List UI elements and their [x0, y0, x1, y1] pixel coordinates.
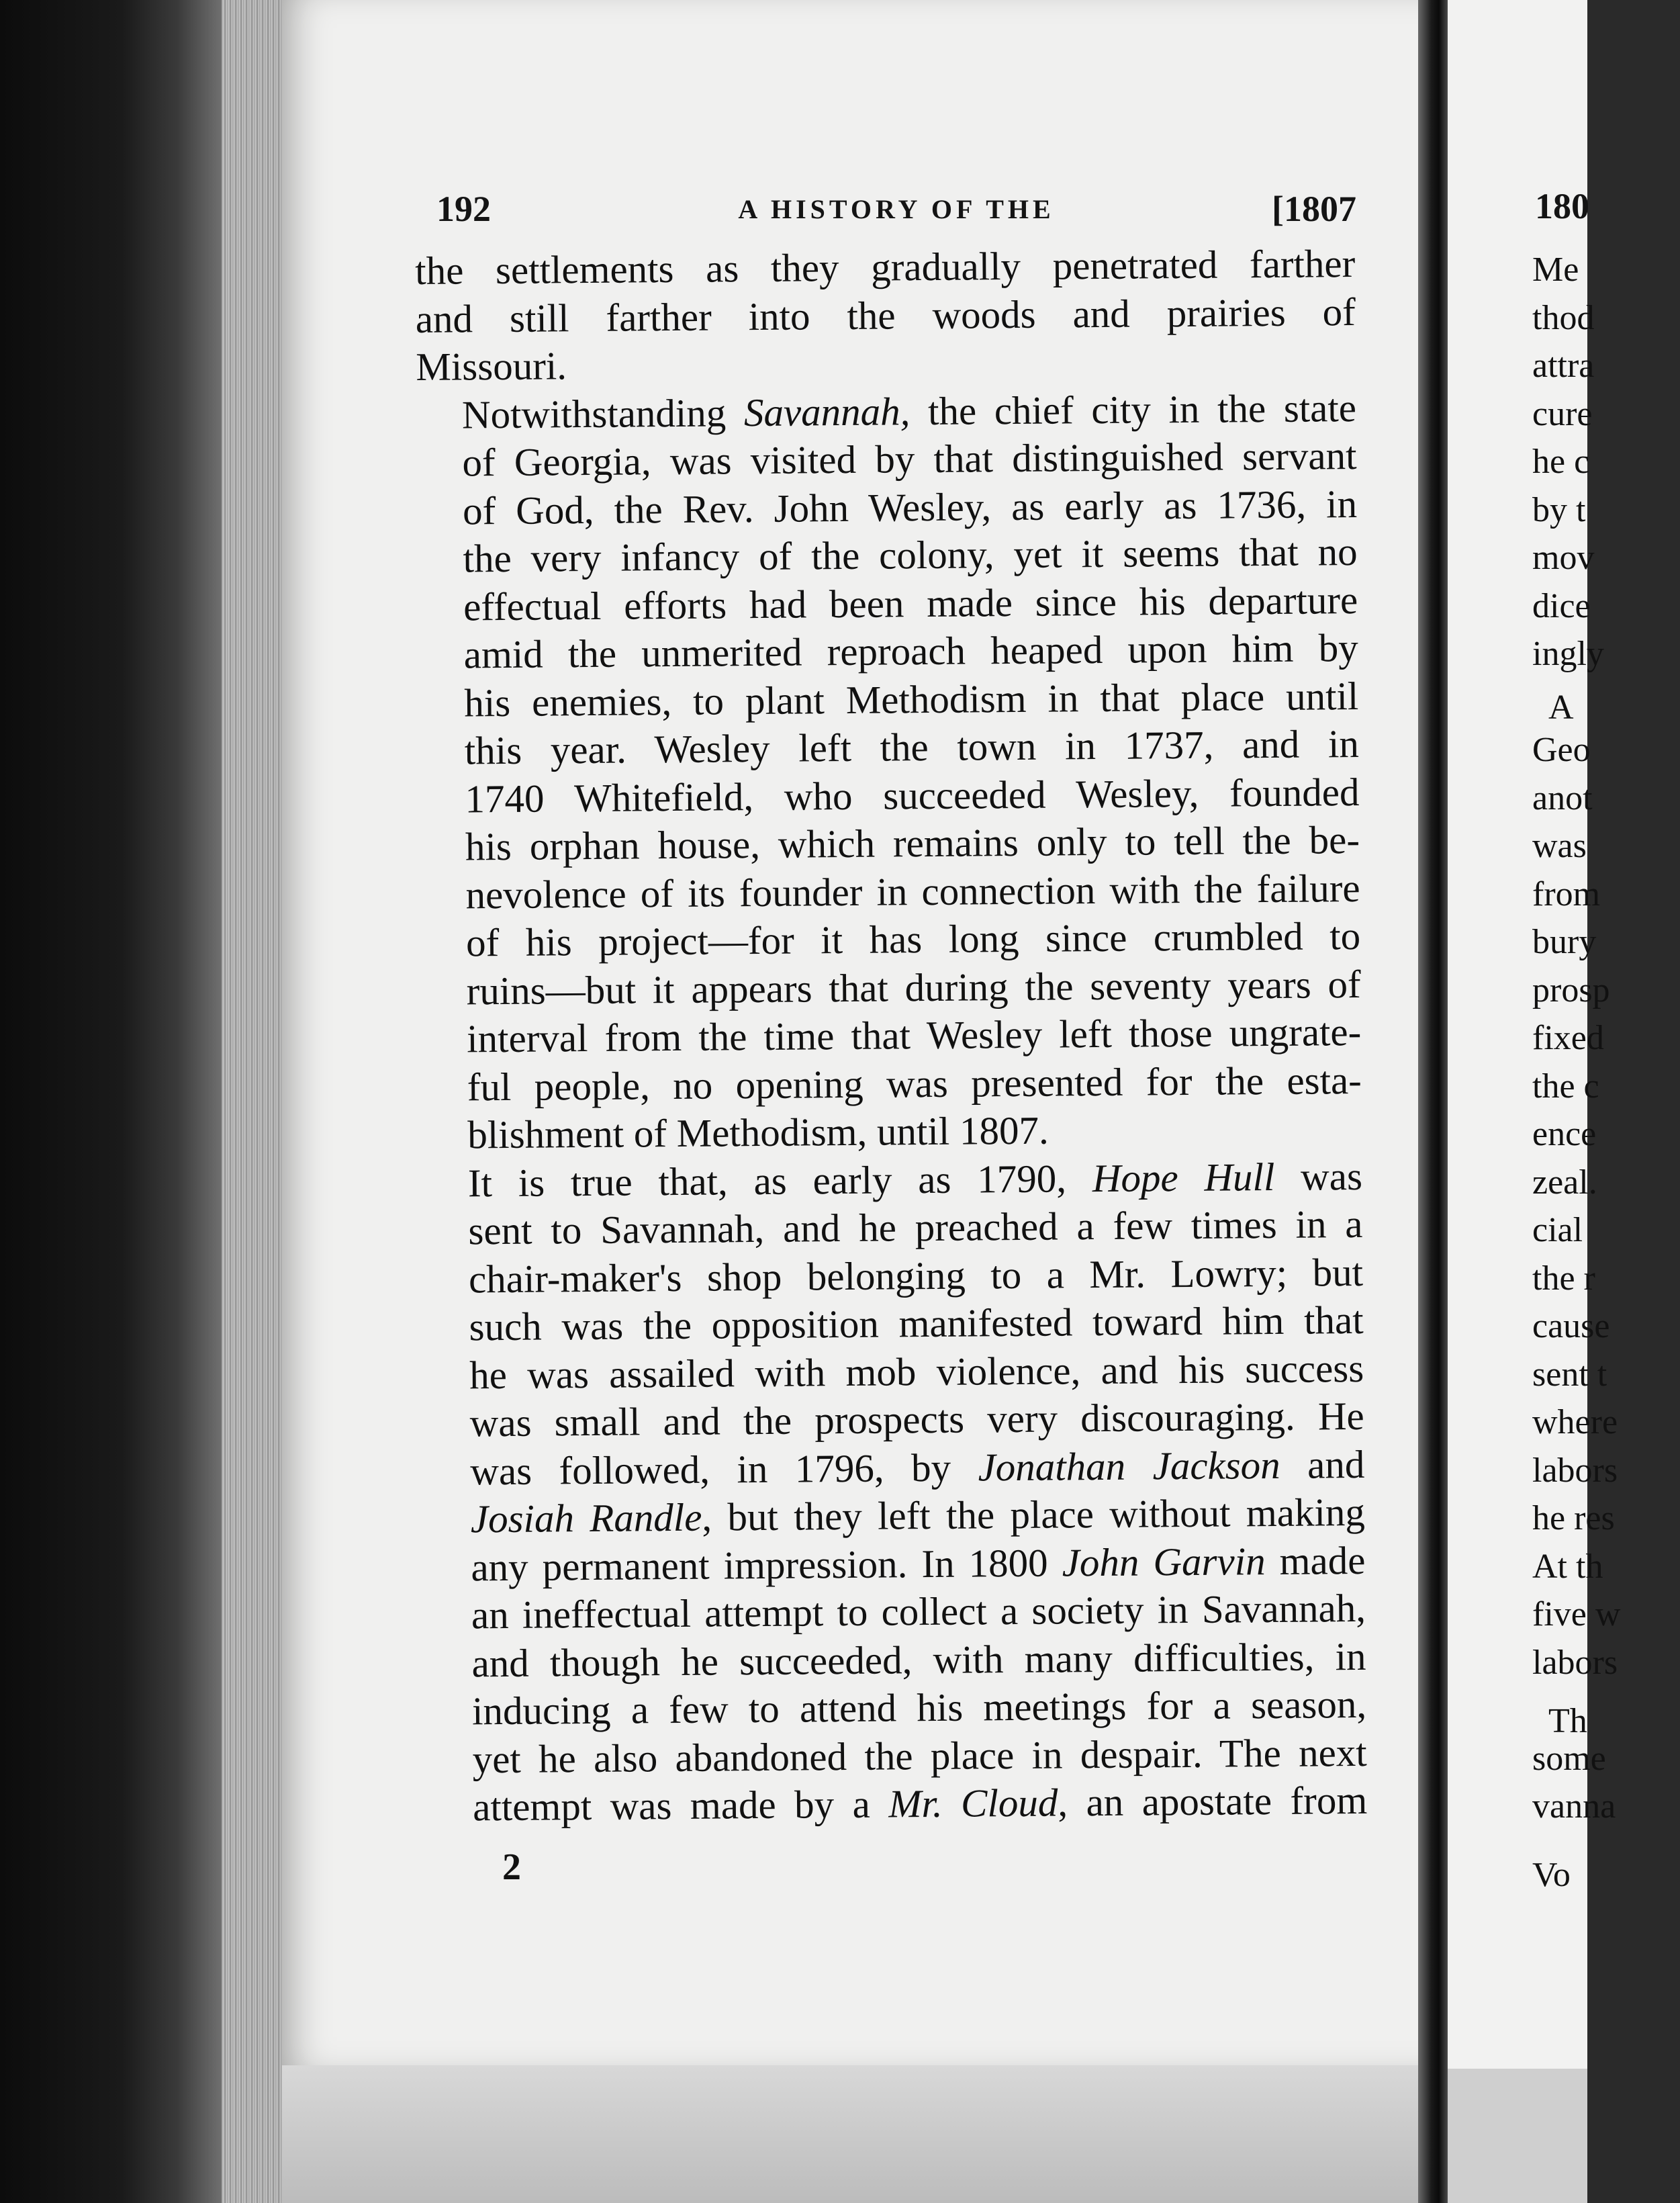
- facing-page-line: ence: [1532, 1115, 1597, 1153]
- text-line: amid the unmerited reproach heaped upon him by: [463, 625, 1358, 677]
- facing-page-line: was: [1532, 827, 1587, 865]
- text-line: and still farther into the woods and prairies of: [415, 289, 1356, 341]
- page-number: 192: [436, 189, 491, 229]
- text-line: chair-maker's shop belonging to a Mr. Lowry; but: [468, 1249, 1364, 1301]
- facing-page-line: zeal.: [1532, 1163, 1597, 1202]
- facing-page-line: labors: [1532, 1643, 1618, 1682]
- running-head: [436, 188, 1356, 242]
- page-bottom-edge: [282, 2065, 1437, 2203]
- facing-page-line: cial: [1532, 1211, 1583, 1249]
- text-line: this year. Wesley left the town in 1737, and in: [464, 721, 1360, 773]
- signature-mark: 2: [502, 1846, 521, 1888]
- text-line: any permanent impression. In 1800 John Garvin made: [471, 1537, 1366, 1589]
- page-edges: [222, 0, 289, 2203]
- text-line: It is true that, as early as 1790, Hope Hull was: [467, 1153, 1363, 1205]
- text-line: of Georgia, was visited by that distinguished servant: [462, 433, 1357, 485]
- facing-page-line: bury: [1532, 923, 1597, 961]
- facing-page-line: some: [1532, 1739, 1606, 1778]
- facing-page-line: mov: [1532, 539, 1595, 577]
- facing-page-line: the r: [1532, 1259, 1595, 1298]
- text-line: ful people, no opening was presented for the esta-: [467, 1057, 1362, 1109]
- facing-page-line: vanna: [1532, 1787, 1616, 1826]
- text-line: 1740 Whitefield, who succeeded Wesley, founded: [465, 769, 1360, 821]
- facing-page-line: by t: [1532, 490, 1586, 529]
- facing-page-line: where: [1532, 1403, 1618, 1441]
- facing-page-line: from: [1532, 874, 1601, 913]
- text-line: Notwithstanding Savannah, the chief city in the state: [461, 385, 1357, 437]
- facing-page-line: Th: [1548, 1702, 1587, 1740]
- text-line: Missouri.: [416, 343, 567, 389]
- text-line: and though he succeeded, with many difficulties, in: [471, 1633, 1366, 1685]
- facing-page-number: 180: [1535, 186, 1589, 226]
- facing-page-line: sent t: [1532, 1355, 1607, 1394]
- paragraph: [422, 1152, 1368, 1832]
- book-gutter: [1418, 0, 1448, 2203]
- text-line: was small and the prospects very discouraging. He: [469, 1393, 1364, 1445]
- text-line: interval from the time that Wesley left those ungrate-: [466, 1009, 1362, 1061]
- text-line: such was the opposition manifested toward him that: [469, 1297, 1364, 1349]
- body-text: [415, 240, 1367, 1832]
- text-line: the settlements as they gradually penetrated farther: [415, 241, 1356, 293]
- facing-page-line: thod: [1532, 298, 1595, 337]
- text-line: an ineffectual attempt to collect a society in Savannah,: [471, 1585, 1366, 1637]
- text-line: Josiah Randle, but they left the place without making: [470, 1489, 1366, 1541]
- text-line: nevolence of its founder in connection with the failure: [465, 865, 1360, 917]
- text-line: of his project—for it has long since crumbled to: [465, 913, 1361, 965]
- text-line: effectual efforts had been made since his departure: [463, 577, 1358, 629]
- text-line: yet he also abandoned the place in despair. The next: [472, 1729, 1367, 1781]
- text-line: attempt was made by a Mr. Cloud, an apostate from: [472, 1777, 1368, 1830]
- text-line: his enemies, to plant Methodism in that place until: [464, 673, 1359, 725]
- text-line: inducing a few to attend his meetings for a season,: [471, 1681, 1367, 1734]
- facing-page-line: labors: [1532, 1451, 1618, 1490]
- scan-dark-margin: [0, 0, 222, 2203]
- paragraph: [416, 384, 1362, 1159]
- facing-page-line: fixed: [1532, 1019, 1604, 1057]
- facing-page-line: At th: [1532, 1547, 1603, 1586]
- running-title: A HISTORY OF THE: [738, 194, 1055, 224]
- facing-page-line: Me: [1532, 251, 1579, 289]
- text-line: his orphan house, which remains only to tell the be-: [465, 817, 1360, 869]
- facing-page-line: dice: [1532, 586, 1591, 625]
- running-year: [1807: [1272, 189, 1356, 229]
- text-line: blishment of Methodism, until 1807.: [467, 1108, 1049, 1157]
- text-line: of God, the Rev. John Wesley, as early as 1736, in: [462, 481, 1358, 533]
- facing-page-line: he c: [1532, 443, 1590, 481]
- facing-page-line: ingly: [1532, 635, 1604, 673]
- facing-page-line: attra: [1532, 347, 1595, 385]
- facing-page-line: the c: [1532, 1067, 1599, 1106]
- text-line: was followed, in 1796, by Jonathan Jackson and: [470, 1441, 1365, 1493]
- facing-page-bottom: [1448, 2069, 1587, 2203]
- paragraph: [415, 240, 1356, 391]
- text-line: the very infancy of the colony, yet it seems that no: [463, 529, 1358, 581]
- facing-page-line: cause: [1532, 1307, 1610, 1345]
- facing-page-line: five w: [1532, 1595, 1621, 1633]
- facing-page-line: Vo: [1532, 1855, 1571, 1894]
- facing-page-line: anot: [1532, 778, 1593, 817]
- facing-page-line: he res: [1532, 1499, 1615, 1537]
- facing-page-line: prosp: [1532, 971, 1610, 1009]
- facing-page-line: Geo: [1532, 731, 1591, 769]
- facing-page-line: A: [1548, 688, 1574, 727]
- text-line: sent to Savannah, and he preached a few times in a: [468, 1201, 1363, 1253]
- text-line: ruins—but it appears that during the seventy years of: [466, 961, 1361, 1013]
- facing-page-line: cure: [1532, 394, 1593, 433]
- text-line: he was assailed with mob violence, and his success: [469, 1345, 1364, 1397]
